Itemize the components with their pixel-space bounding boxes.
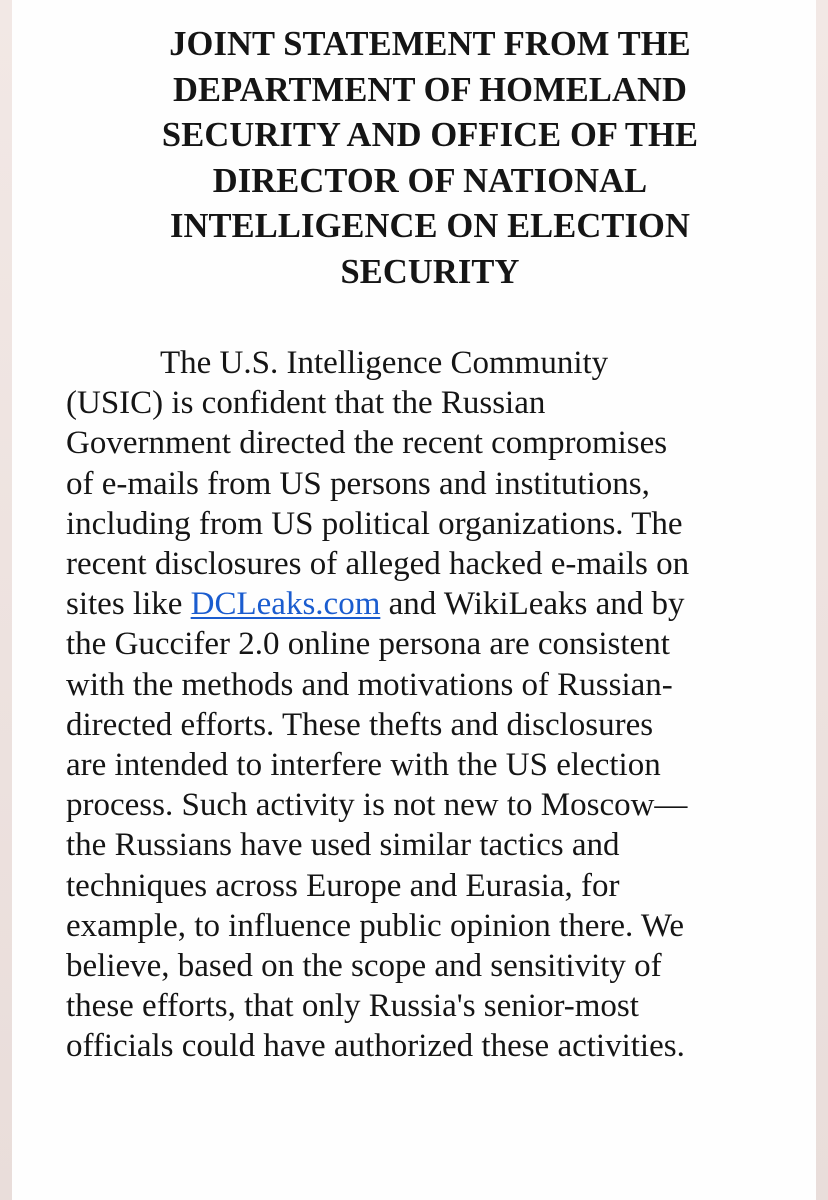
paragraph-line: example, to influence public opinion there. We (66, 907, 685, 944)
title-line: SECURITY AND OFFICE OF THE (161, 116, 699, 154)
paragraph-line: believe, based on the scope and sensitivity of (66, 948, 662, 985)
paragraph-line-with-link (66, 584, 786, 624)
page-right-edge (816, 0, 828, 1200)
paragraph-line: (USIC) is confident that the Russian (66, 385, 546, 422)
paragraph-line: techniques across Europe and Eurasia, for (66, 867, 620, 904)
paragraph-line: The U.S. Intelligence Community (160, 345, 609, 381)
paragraph-line: with the methods and motivations of Russian- (66, 666, 673, 703)
paragraph-line: recent disclosures of alleged hacked e-mails on (66, 546, 690, 583)
paragraph-line: of e-mails from US persons and institutions, (66, 465, 650, 502)
paragraph-line: are intended to interfere with the US election (66, 747, 661, 784)
paragraph-line: directed efforts. These thefts and disclosures (66, 706, 654, 743)
title-line: INTELLIGENCE ON ELECTION (169, 207, 691, 245)
statement-title (82, 22, 778, 295)
link-suffix-text: and WikiLeaks and by (380, 586, 685, 623)
title-line: JOINT STATEMENT FROM THE (169, 25, 691, 63)
link-prefix-text: sites like (66, 586, 191, 623)
title-line: SECURITY (340, 252, 520, 291)
dcleaks-link[interactable]: DCLeaks.com (190, 586, 381, 623)
page-left-edge (0, 0, 12, 1200)
paragraph-line: these efforts, that only Russia's senior-most (66, 988, 639, 1025)
title-line: DEPARTMENT OF HOMELAND (172, 70, 688, 109)
paragraph-line: process. Such activity is not new to Moscow— (66, 787, 688, 824)
paragraph-line: including from US political organizations. The (66, 505, 683, 542)
statement-paragraph (66, 343, 786, 1067)
document-page (12, 0, 816, 1200)
paragraph-line: officials could have authorized these activities. (66, 1028, 685, 1065)
paragraph-line: Government directed the recent compromises (66, 425, 668, 462)
paragraph-line: the Russians have used similar tactics and (66, 827, 620, 864)
title-line: DIRECTOR OF NATIONAL (212, 161, 648, 200)
paragraph-line: the Guccifer 2.0 online persona are consistent (66, 626, 670, 663)
